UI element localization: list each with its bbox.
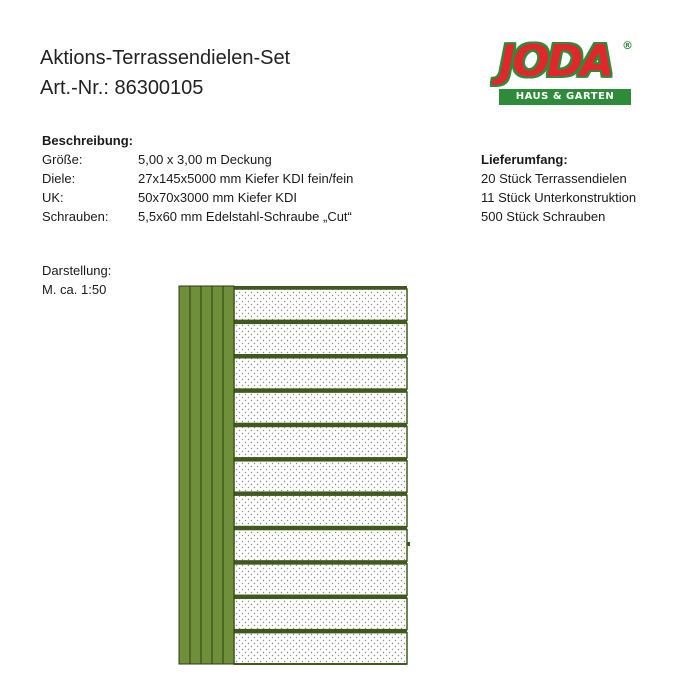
deck-board [234,633,407,664]
substructure-joists [179,286,234,664]
substructure-beam [179,286,190,664]
deck-board [234,530,407,561]
joda-logo [495,38,637,108]
joist-end [407,542,410,546]
scale-label: M. ca. 1:50 [42,282,107,297]
substructure-beam [201,286,212,664]
board-gap [234,320,407,323]
deck-board [234,289,407,320]
spec-label: Diele: [42,171,76,186]
spec-value: 5,00 x 3,00 m Deckung [138,152,272,167]
illustration-label: Darstellung: [42,263,112,278]
delivery-item: 11 Stück Unterkonstruktion [481,190,637,205]
spec-label: Größe: [42,152,83,167]
deck-board [234,358,407,389]
board-gap [234,389,407,392]
logo-wordmark: JODA [499,36,612,87]
deck-board [234,461,407,492]
board-gap [234,527,407,530]
delivery-item: 20 Stück Terrassendielen [481,171,627,186]
spec-label: UK: [42,190,64,205]
board-gap [234,355,407,358]
registered-mark: ® [622,39,633,52]
board-gap [234,423,407,426]
deck-board [234,564,407,595]
deck-board [234,323,407,354]
delivery-heading: Lieferumfang: [481,152,568,167]
board-gap [234,286,407,289]
description-heading: Beschreibung: [42,133,134,148]
product-title: Aktions-Terrassendielen-Set [40,47,291,69]
delivery-item: 500 Stück Schrauben [481,209,606,224]
board-gap [234,458,407,461]
substructure-beam [212,286,223,664]
deck-layout-drawing [178,285,412,667]
deck-board [234,598,407,629]
logo-tagline: HAUS & GARTEN [499,89,631,105]
spec-label: Schrauben: [42,209,109,224]
board-gap [234,561,407,564]
substructure-beam [190,286,201,664]
deck-board [234,392,407,423]
deck-board [234,426,407,457]
board-gap [234,595,407,598]
deck-board [234,495,407,526]
board-gap [234,663,407,665]
spec-value: 50x70x3000 mm Kiefer KDI [138,190,297,205]
board-gap [234,492,407,495]
deck-boards [234,286,410,665]
article-number: Art.-Nr.: 86300105 [40,77,204,99]
substructure-beam [223,286,234,664]
board-gap [234,630,407,633]
spec-value: 5,5x60 mm Edelstahl-Schraube „Cut“ [138,209,352,224]
spec-value: 27x145x5000 mm Kiefer KDI fein/fein [138,171,354,186]
